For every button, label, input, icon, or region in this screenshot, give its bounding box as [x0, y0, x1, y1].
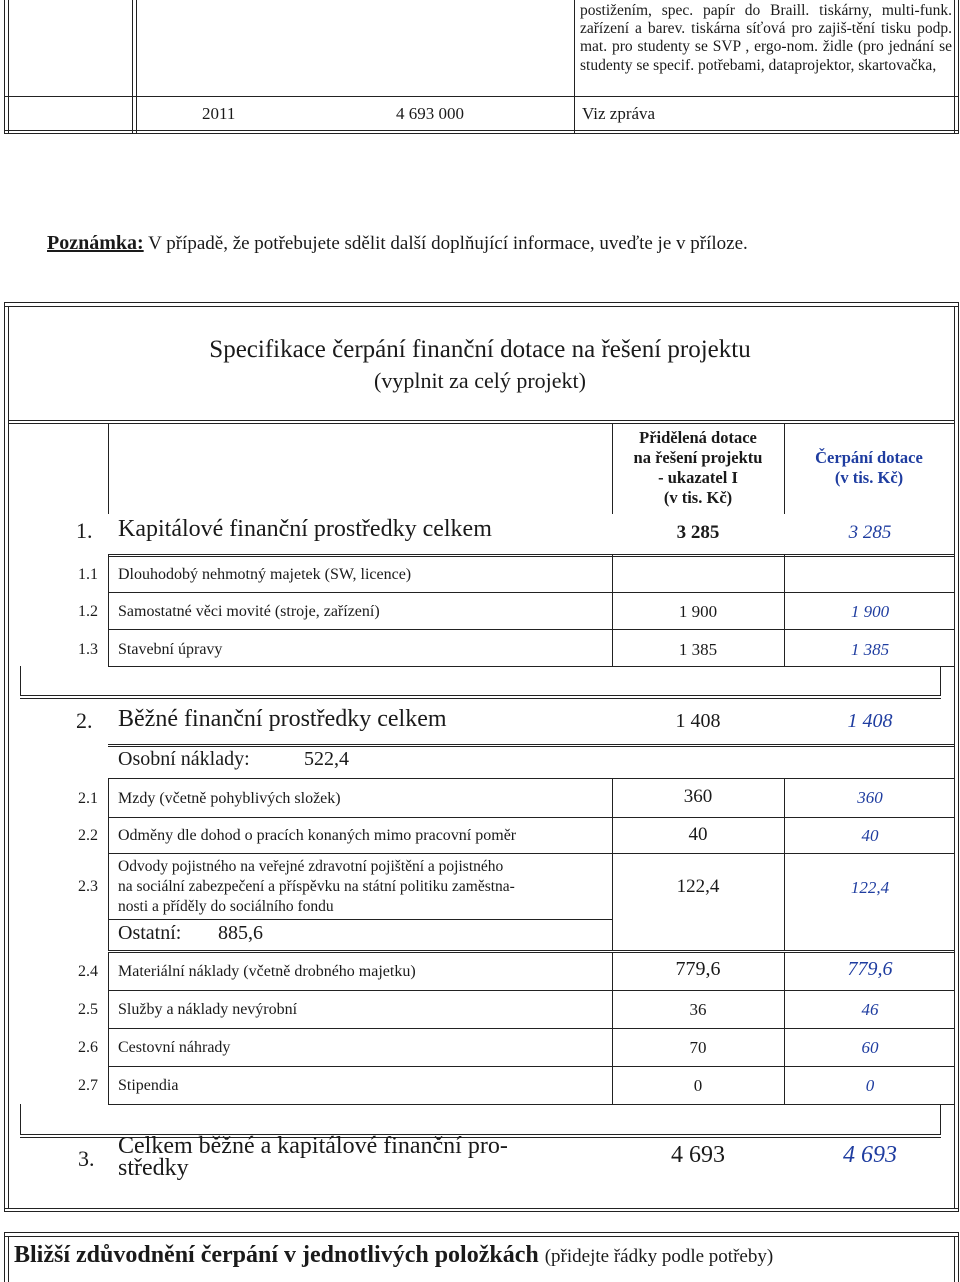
row-2-drawn: 1 408: [847, 710, 893, 732]
row-2-label: Běžné finanční prostředky celkem: [118, 706, 447, 732]
row-2-6-label: Cestovní náhrady: [118, 1039, 231, 1056]
row-2-5-drawn: 46: [861, 1000, 879, 1019]
row-2-3-label: [118, 857, 515, 917]
spec-title: Specifikace čerpání finanční dotace na řešení projektu: [209, 336, 751, 363]
note-text: V případě, že potřebujete sdělit další doplňující informace, uveďte je v příloze.: [148, 233, 748, 254]
row-2-4-label: Materiální náklady (včetně drobného majetku): [118, 963, 416, 980]
col-allocated-line-2: na řešení projektu: [633, 448, 763, 467]
row-2-3-allocated: 122,4: [676, 876, 720, 897]
other-costs-value: 885,6: [218, 922, 263, 944]
row-2-2-label: Odměny dle dohod o pracích konaných mimo pracovní poměr: [118, 827, 517, 844]
row-1-1-label: Dlouhodobý nehmotný majetek (SW, licence): [118, 566, 412, 583]
footer-title-line: [14, 1242, 773, 1269]
col-allocated-header: [612, 428, 784, 508]
top-description: postižením, spec. papír do Braill. tiskárny, multi-funk. zařízení a barev. tiskárna síťová pro zajiš-tění tisku podp. mat. pro studenty se SVP , ergo-nom. židle (pro jednání se studenty se specif. potřebami, dataprojektor, skartovačka,: [580, 2, 952, 74]
row-2-3-num: 2.3: [78, 878, 98, 895]
row-2-1-label: Mzdy (včetně pohyblivých složek): [118, 790, 341, 807]
row-2-6-allocated: 70: [689, 1038, 707, 1057]
footer-title: Bližší zdůvodnění čerpání v jednotlivých položkách: [14, 1242, 539, 1268]
row-2-6-drawn: 60: [861, 1038, 879, 1057]
personal-costs-value: 522,4: [304, 748, 349, 770]
row-2-7-drawn: 0: [865, 1076, 875, 1095]
row-2-2-drawn: 40: [861, 826, 879, 845]
row-2-2-allocated: 40: [688, 824, 708, 845]
row-2-allocated: 1 408: [675, 710, 721, 732]
row-2-3-label-line-1: Odvody pojistného na veřejné zdravotní pojištění a pojistného: [118, 858, 504, 875]
row-2-5-num: 2.5: [78, 1001, 98, 1018]
row-2-4-drawn: 779,6: [847, 958, 893, 980]
top-year: 2011: [202, 104, 236, 123]
row-2-1-allocated: 360: [683, 786, 713, 807]
row-2-4-num: 2.4: [78, 963, 98, 980]
row-3-drawn: 4 693: [843, 1142, 897, 1168]
row-1-allocated: 3 285: [676, 522, 720, 543]
row-1-3-allocated: 1 385: [678, 640, 718, 659]
col-drawn-line-2: (v tis. Kč): [834, 468, 904, 487]
row-1-2-drawn: 1 900: [850, 602, 890, 621]
row-1-label: Kapitálové finanční prostředky celkem: [118, 516, 492, 542]
row-1-drawn: 3 285: [848, 522, 892, 543]
row-1-1-num: 1.1: [78, 566, 98, 583]
row-2-1-num: 2.1: [78, 790, 98, 807]
row-2-7-label: Stipendia: [118, 1077, 179, 1094]
row-1-3-num: 1.3: [78, 641, 98, 658]
row-2-1-drawn: 360: [857, 788, 883, 807]
row-1-2-label: Samostatné věci movité (stroje, zařízení): [118, 603, 380, 620]
row-2-3-drawn: 122,4: [850, 878, 890, 897]
row-2-4-allocated: 779,6: [675, 958, 721, 980]
note: [47, 232, 748, 255]
row-2-3-label-line-2: na sociální zabezpečení a příspěvku na státní politiku zaměstna-: [118, 878, 515, 895]
row-2-5-allocated: 36: [689, 1000, 707, 1019]
row-2-7-num: 2.7: [78, 1077, 98, 1094]
row-1-3-drawn: 1 385: [850, 640, 890, 659]
row-1-3-label: Stavební úpravy: [118, 641, 223, 658]
row-2-3-label-line-3: nosti a příděly do sociálního fondu: [118, 898, 334, 915]
row-2-5-label: Služby a náklady nevýrobní: [118, 1001, 298, 1018]
row-3-num: 3.: [78, 1146, 95, 1171]
row-1-2-num: 1.2: [78, 603, 98, 620]
col-allocated-line-3: - ukazatel I: [658, 468, 738, 487]
note-label: Poznámka:: [47, 232, 144, 254]
col-drawn-line-1: Čerpání dotace: [815, 448, 923, 467]
personal-costs-label: Osobní náklady:: [118, 748, 250, 770]
row-2-6-num: 2.6: [78, 1039, 98, 1056]
row-2-num: 2.: [76, 708, 93, 733]
footer-hint: (přidejte řádky podle potřeby): [544, 1246, 774, 1267]
spec-subtitle: (vyplnit za celý projekt): [374, 368, 586, 393]
row-2-7-allocated: 0: [693, 1076, 703, 1095]
row-3-label-line-1: Celkem běžné a kapitálové finanční pro-: [118, 1133, 508, 1159]
row-3-label: [118, 1135, 508, 1179]
row-1-num: 1.: [76, 518, 93, 543]
col-allocated-line-4: (v tis. Kč): [663, 488, 733, 507]
top-amount: 4 693 000: [396, 104, 464, 123]
top-note: Viz zpráva: [582, 104, 656, 123]
other-costs-label: Ostatní:: [118, 922, 182, 944]
col-drawn-header: [784, 448, 954, 488]
col-allocated-line-1: Přidělená dotace: [639, 428, 757, 447]
row-1-2-allocated: 1 900: [678, 602, 718, 621]
row-2-2-num: 2.2: [78, 827, 98, 844]
row-3-label-line-2: středky: [118, 1155, 189, 1181]
row-3-allocated: 4 693: [671, 1142, 725, 1168]
